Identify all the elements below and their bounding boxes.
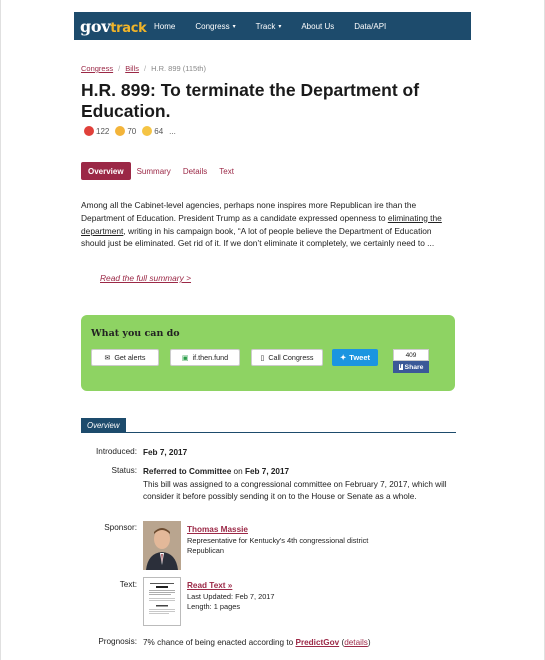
text-label: Text: bbox=[119, 580, 137, 589]
nav-about-us[interactable] bbox=[301, 22, 334, 31]
call-congress-button[interactable] bbox=[251, 349, 323, 366]
sponsor-name-link[interactable]: Thomas Massie bbox=[187, 525, 248, 534]
overview-divider bbox=[81, 432, 456, 433]
reaction-hug[interactable] bbox=[142, 126, 163, 136]
introduced-value: Feb 7, 2017 bbox=[143, 448, 188, 457]
breadcrumb-separator: / bbox=[118, 64, 121, 73]
money-icon: ▣ bbox=[181, 354, 189, 362]
get-alerts-button[interactable] bbox=[91, 349, 159, 366]
prognosis-details-link[interactable]: details bbox=[344, 638, 368, 647]
bill-text-info bbox=[187, 580, 275, 613]
logo-gov-text: gov bbox=[80, 16, 111, 36]
what-you-can-do-title: What you can do bbox=[91, 328, 180, 339]
chevron-down-icon: ▾ bbox=[278, 23, 282, 30]
status-date: Feb 7, 2017 bbox=[244, 467, 290, 476]
logo-track-text: track bbox=[110, 20, 147, 36]
tab-text[interactable]: Text bbox=[219, 166, 234, 176]
predictgov-link[interactable]: PredictGov bbox=[295, 638, 340, 647]
summary-text-2: , writing in his campaign book, “A lot of people believe the Department of Education should just be eliminated. Get rid of it. If we don’t eliminate it completely, we certainly need to ... bbox=[81, 225, 435, 249]
facebook-share-button[interactable] bbox=[393, 361, 429, 373]
prognosis-label: Prognosis: bbox=[98, 637, 137, 646]
reaction-clap[interactable] bbox=[115, 126, 136, 136]
status-on: on bbox=[231, 467, 245, 476]
reaction-count: 122 bbox=[96, 126, 110, 136]
document-preview-icon bbox=[144, 578, 180, 625]
nav-data-api[interactable] bbox=[354, 22, 386, 31]
tab-overview[interactable]: Overview bbox=[81, 162, 131, 180]
twitter-bird-icon: ✦ bbox=[340, 353, 347, 362]
phone-icon: ▯ bbox=[260, 354, 265, 362]
bill-tabs bbox=[81, 162, 240, 180]
breadcrumb-separator: / bbox=[143, 64, 147, 73]
summary-excerpt bbox=[81, 199, 453, 250]
breadcrumb-bills[interactable]: Bills bbox=[125, 64, 139, 73]
reactions-bar bbox=[84, 126, 176, 136]
reaction-angry[interactable] bbox=[84, 126, 109, 136]
status-description: This bill was assigned to a congressional committee on February 7, 2017, which will consider it before possibly sending it on to the House or Senate as a whole. bbox=[143, 480, 447, 501]
introduced-label: Introduced: bbox=[96, 447, 137, 456]
nav-track[interactable] bbox=[256, 22, 282, 31]
text-length: Length: 1 pages bbox=[187, 602, 241, 611]
reactions-more[interactable]: ... bbox=[169, 126, 176, 136]
summary-inline-link[interactable]: eliminating the department bbox=[81, 212, 442, 236]
status-text: Referred to Committee bbox=[143, 467, 232, 476]
reaction-count: 64 bbox=[154, 126, 164, 136]
sponsor-party: Republican bbox=[187, 546, 224, 555]
text-last-updated: Last Updated: Feb 7, 2017 bbox=[187, 591, 275, 601]
read-full-summary-link[interactable]: Read the full summary > bbox=[100, 273, 192, 283]
sponsor-label: Sponsor: bbox=[104, 523, 137, 532]
facebook-share-count: 409 bbox=[393, 349, 429, 361]
tab-summary[interactable]: Summary bbox=[136, 166, 171, 176]
envelope-icon: ✉ bbox=[104, 354, 111, 362]
bill-text-thumbnail[interactable] bbox=[143, 577, 181, 626]
tweet-label: Tweet bbox=[349, 353, 370, 362]
sponsor-info bbox=[187, 524, 368, 557]
breadcrumb bbox=[81, 64, 206, 73]
nav-congress[interactable] bbox=[195, 22, 235, 31]
sponsor-photo[interactable] bbox=[143, 521, 181, 570]
page-title: H.R. 899: To terminate the Department of Education. bbox=[81, 80, 420, 121]
sponsor-portrait-image bbox=[143, 521, 181, 570]
overview-section-heading: Overview bbox=[81, 418, 126, 432]
status-label: Status: bbox=[111, 466, 137, 475]
nav-about-label: About Us bbox=[301, 21, 335, 31]
top-navbar bbox=[74, 12, 471, 40]
summary-text-1: Among all the Cabinet-level agencies, perhaps none inspires more Republican ire than the Department of Education. President Trump as a candidate expressed openness to bbox=[81, 200, 417, 223]
nav-congress-label: Congress bbox=[195, 21, 230, 31]
tab-details[interactable]: Details bbox=[182, 166, 208, 176]
sponsor-description: Representative for Kentucky's 4th congressional district bbox=[187, 535, 369, 545]
govtrack-logo[interactable] bbox=[74, 17, 154, 36]
read-text-link[interactable]: Read Text » bbox=[187, 581, 233, 590]
nav-data-api-label: Data/API bbox=[354, 21, 387, 31]
ifthen-fund-label: if.then.fund bbox=[192, 353, 229, 362]
what-you-can-do-panel bbox=[81, 315, 455, 391]
prognosis-value: 7% chance of being enacted according to PredictGov (details) bbox=[143, 638, 371, 647]
tweet-button[interactable] bbox=[332, 349, 378, 366]
breadcrumb-current: H.R. 899 (115th) bbox=[151, 64, 206, 73]
call-congress-label: Call Congress bbox=[268, 353, 314, 362]
breadcrumb-congress[interactable]: Congress bbox=[81, 64, 114, 73]
status-value bbox=[143, 466, 453, 478]
get-alerts-label: Get alerts bbox=[114, 353, 146, 362]
nav-track-label: Track bbox=[255, 21, 276, 31]
nav-home[interactable] bbox=[154, 22, 175, 31]
hugging-face-icon bbox=[142, 126, 152, 136]
reaction-count: 70 bbox=[127, 126, 137, 136]
angry-face-icon bbox=[84, 126, 94, 136]
prognosis-text: 7% chance of being enacted according to bbox=[143, 638, 296, 647]
ifthen-fund-button[interactable] bbox=[170, 349, 240, 366]
facebook-share-label: Share bbox=[404, 363, 424, 371]
facebook-icon: f bbox=[399, 364, 402, 370]
clapping-hands-icon bbox=[115, 126, 125, 136]
nav-home-label: Home bbox=[154, 21, 176, 31]
chevron-down-icon: ▾ bbox=[232, 23, 236, 30]
